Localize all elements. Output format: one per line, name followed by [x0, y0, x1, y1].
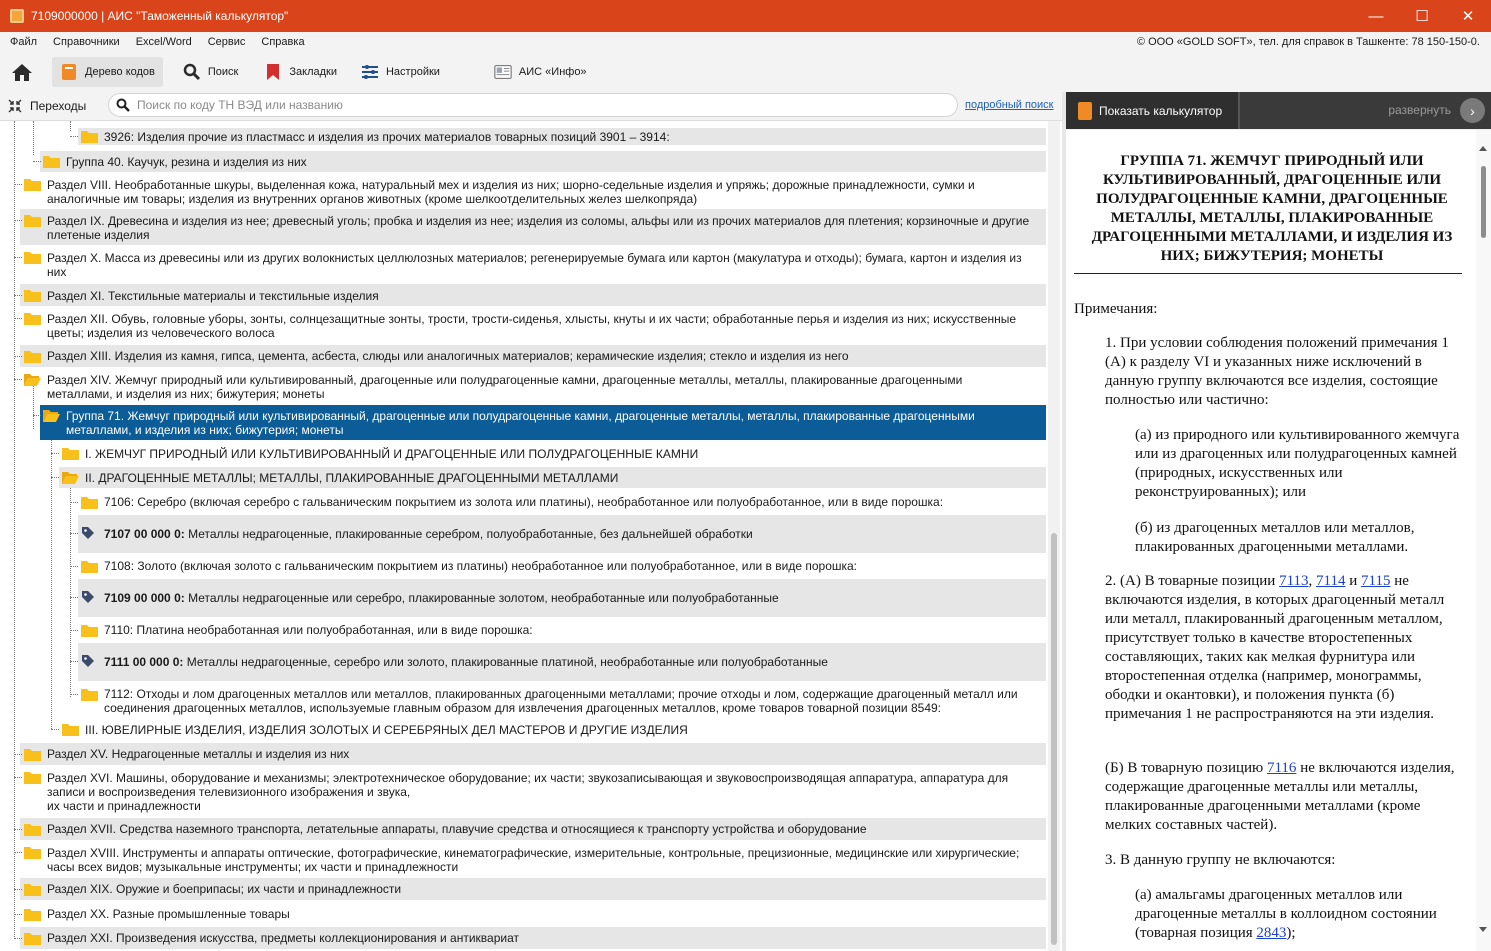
tree-item-label	[104, 655, 828, 669]
note-3: 3. В данную группу не включаются:	[1105, 852, 1336, 868]
tree-item-section-xiii[interactable]	[0, 345, 1046, 367]
note-1: 1. При условии соблюдения положений примечания 1 (А) к разделу VI и указанных ниже исключений в данную группу включаются все изделия, состоящие полностью или частично:	[1105, 335, 1449, 408]
tree-item-section-xvi[interactable]	[0, 768, 1046, 814]
tree-item-label: Раздел VIII. Необработанные шкуры, выделенная кожа, натуральный мех и изделия из них; шорно-седельные изделия и упряжь; дорожные принадлежности, сумки и	[47, 178, 975, 192]
tree-item-desc: Металлы недрагоценные или серебро, плакированные золотом, необработанные или полуобработанные	[184, 591, 779, 605]
tree-item-section-xiv[interactable]	[0, 370, 1046, 402]
note-2b-tail: не включаются изделия, содержащие драгоценные металлы или металлы, плакированные драгоценными металлами (кроме мелких составных частей).	[1105, 760, 1455, 833]
scroll-up-icon[interactable]	[1479, 146, 1487, 151]
title-bar	[0, 0, 1491, 32]
newspaper-icon	[494, 63, 512, 81]
tree-item-section-x[interactable]	[0, 248, 1046, 278]
tree-item-label-3: их части и принадлежности	[47, 799, 201, 813]
tree-item-label: Раздел XIV. Жемчуг природный или культивированный, драгоценные или полудрагоценные камни, драгоценные металлы, металлы, плакированные драгоценными	[47, 373, 963, 387]
close-button[interactable]: ✕	[1461, 8, 1475, 25]
tree-item-section-xxi[interactable]	[0, 927, 1046, 949]
tree-item-label: 7112: Отходы и лом драгоценных металлов или металлов, плакированных драгоценными металлами; прочие отходы и лом, содержащие драгоценный металл или	[104, 687, 1018, 701]
tree-item-desc: Металлы недрагоценные, плакированные серебром, полуобработанные, без дальнейшей обработки	[184, 527, 753, 541]
note-2a-text: 2. (А) В товарные позиции	[1105, 573, 1280, 589]
tree-item-label-2: часы всех видов; музыкальные инструменты; их части и принадлежности	[47, 860, 459, 874]
menu-excel-word[interactable]: Excel/Word	[135, 36, 192, 48]
folder-icon	[24, 823, 41, 836]
tree-item-code: 7111 00 000 0:	[104, 655, 184, 669]
note-3a	[1135, 886, 1465, 943]
tree-item-label: Раздел XIX. Оружие и боеприпасы; их части и принадлежности	[47, 882, 402, 896]
folder-icon	[24, 771, 41, 784]
tag-icon	[81, 654, 95, 668]
tree-item-label: Группа 71. Жемчуг природный или культивированный, драгоценные или полудрагоценные камни, драгоценные металлы, металлы, плакированные драгоценными	[66, 409, 975, 423]
window-title: 7109000000 | АИС "Таможенный калькулятор"	[31, 9, 289, 23]
tag-icon	[81, 526, 95, 540]
tree-item-label: Раздел XIII. Изделия из камня, гипса, цемента, асбеста, слюды или аналогичных материалов; керамические изделия; стекло и изделия из него	[47, 349, 849, 363]
tree-item-label: Раздел XX. Разные промышленные товары	[47, 907, 290, 921]
tree-item-section-xvii[interactable]	[0, 818, 1046, 840]
link-7115[interactable]: 7115	[1361, 573, 1391, 589]
tree-item-label-2: аналогичные им товары; изделия из внутренних органов животных (кроме шелкоотделительных желез шелкопряда)	[47, 192, 698, 206]
tree-item-code: 7107 00 000 0:	[104, 527, 185, 541]
tree-item-label: 7106: Серебро (включая серебро с гальваническим покрытием из золота или платины), необработанное или полуобработанное, или в виде порошка:	[104, 495, 944, 509]
window-controls	[1353, 0, 1491, 32]
note-1b: (б) из драгоценных металлов или металлов, плакированных драгоценными металлами.	[1135, 520, 1415, 555]
show-calculator-button[interactable]	[1066, 92, 1240, 129]
folder-icon	[24, 932, 41, 945]
book-icon	[60, 63, 78, 81]
tab-code-tree-label: Дерево кодов	[85, 66, 155, 78]
note-3a-tail: );	[1286, 925, 1296, 941]
folder-icon	[81, 496, 98, 509]
tab-bookmarks[interactable]	[256, 57, 345, 87]
tab-bookmarks-label: Закладки	[289, 66, 337, 78]
calculator-icon	[1078, 102, 1092, 120]
code-tree	[0, 120, 1062, 951]
tree-scrollbar-thumb[interactable]	[1051, 533, 1057, 945]
document-heading: ГРУППА 71. ЖЕМЧУГ ПРИРОДНЫЙ ИЛИ КУЛЬТИВИРОВАННЫЙ, ДРАГОЦЕННЫЕ ИЛИ ПОЛУДРАГОЦЕННЫЕ КАМНИ, ДРАГОЦЕННЫЕ МЕТАЛЛЫ, МЕТАЛЛЫ, ПЛАКИРОВАННЫЕ ДРАГОЦЕННЫМИ МЕТАЛЛАМИ, И ИЗДЕЛИЯ ИЗ НИХ; БИЖУТЕРИЯ; МОНЕТЫ	[1091, 153, 1453, 264]
tree-item-label: Раздел XVI. Машины, оборудование и механизмы; электротехническое оборудование; их части; звукозаписывающая и звуковоспроизводящая аппаратура, аппаратура для	[47, 771, 1009, 785]
collapse-icon[interactable]	[0, 99, 30, 113]
transitions-button[interactable]: Переходы	[30, 99, 87, 113]
tree-item-label: Раздел XII. Обувь, головные уборы, зонты, солнцезащитные зонты, трости, трости-сиденья, хлысты, кнуты и их части; обработанные перья и изделия из них; искусственные	[47, 312, 1016, 326]
tree-item-label	[104, 527, 753, 541]
home-button[interactable]	[0, 52, 44, 92]
folder-icon	[24, 883, 41, 896]
note-2a-sep-2: и	[1345, 573, 1361, 589]
tree-item-7108[interactable]	[0, 556, 1046, 577]
tree-scrollbar[interactable]	[1048, 121, 1060, 951]
folder-icon	[24, 312, 41, 325]
tree-item-label	[104, 591, 779, 605]
tree-item-label: III. ЮВЕЛИРНЫЕ ИЗДЕЛИЯ, ИЗДЕЛИЯ ЗОЛОТЫХ И СЕРЕБРЯНЫХ ДЕЛ МАСТЕРОВ И ДРУГИЕ ИЗДЕЛИЯ	[85, 723, 688, 737]
tab-settings[interactable]	[353, 57, 448, 87]
folder-icon	[24, 350, 41, 363]
folder-open-icon	[24, 373, 41, 386]
folder-icon	[81, 624, 98, 637]
tree-item-7110[interactable]	[0, 620, 1046, 641]
tree-item-7109[interactable]	[0, 579, 1046, 617]
tree-item-section-xv[interactable]	[0, 743, 1046, 765]
tab-search-label: Поиск	[207, 66, 239, 78]
tree-item-section-xx[interactable]	[0, 903, 1046, 925]
tree-item-group-71-selected[interactable]	[0, 405, 1046, 440]
tree-item-label: 3926: Изделия прочие из пластмасс и изделия из прочих материалов товарных позиций 3901 – 3914:	[104, 130, 670, 144]
tree-item-label: I. ЖЕМЧУГ ПРИРОДНЫЙ ИЛИ КУЛЬТИВИРОВАННЫЙ И ДРАГОЦЕННЫЕ ИЛИ ПОЛУДРАГОЦЕННЫЕ КАМНИ	[85, 447, 699, 461]
home-icon	[11, 62, 33, 82]
folder-icon	[62, 447, 79, 460]
tree-item-section-xix[interactable]	[0, 878, 1046, 900]
heading-divider	[1074, 273, 1462, 274]
document-scrollbar-thumb[interactable]	[1481, 166, 1486, 238]
copyright-text: © ООО «GOLD SOFT», тел. для справок в Ташкенте: 78 150-150-0.	[1136, 36, 1480, 48]
tree-item-label-2: плетеные изделия	[47, 228, 150, 242]
link-7116[interactable]: 7116	[1266, 760, 1297, 776]
tab-code-tree[interactable]	[52, 57, 163, 87]
tree-item-section-xviii[interactable]	[0, 843, 1046, 875]
tree-item-section-xi[interactable]	[0, 284, 1046, 306]
right-panel-header	[1066, 92, 1491, 129]
tree-item-group-40[interactable]	[0, 151, 1046, 172]
tree-item-subgroup-i[interactable]	[0, 443, 1046, 464]
tree-item-7111[interactable]	[0, 643, 1046, 681]
navigation-row	[0, 92, 1062, 120]
note-3a-text: (а) амальгамы драгоценных металлов или драгоценные металлы в коллоидном состоянии (товарная позиция	[1135, 887, 1437, 941]
folder-icon	[62, 723, 79, 736]
tab-ais-info[interactable]	[486, 57, 595, 87]
tree-item-label-2: соединения драгоценных металлов, используемые главным образом для извлечения драгоценных металлов, кроме товаров товарной позиции 8549:	[104, 701, 941, 715]
folder-icon	[81, 688, 98, 701]
tree-item-7112[interactable]	[0, 684, 1046, 716]
folder-icon	[24, 214, 41, 227]
tab-ais-info-label: АИС «Инфо»	[518, 66, 587, 78]
chevron-right-icon[interactable]: ›	[1460, 98, 1485, 123]
search-icon	[183, 63, 201, 81]
tree-item-desc: Металлы недрагоценные, серебро или золото, плакированные платиной, необработанные или полуобработанные	[183, 655, 828, 669]
tree-item-7106[interactable]	[0, 492, 1046, 513]
menu-help[interactable]: Справка	[261, 36, 305, 48]
link-7114[interactable]: 7114	[1316, 573, 1346, 589]
tree-item-3926[interactable]	[0, 128, 1046, 145]
folder-open-icon	[62, 471, 79, 484]
tree-item-label-2: них	[47, 265, 67, 279]
group-description	[1066, 130, 1476, 951]
note-2b-text: (Б) В товарную позицию	[1105, 760, 1267, 776]
expand-label[interactable]: развернуть	[1388, 103, 1451, 117]
notes-label: Примечания:	[1074, 301, 1158, 317]
search-box	[108, 93, 958, 117]
menu-service[interactable]: Сервис	[207, 36, 246, 48]
folder-icon	[81, 130, 98, 143]
folder-icon	[24, 846, 41, 859]
note-2a	[1105, 572, 1465, 724]
tree-item-label: Раздел XXI. Произведения искусства, предметы коллекционирования и антиквариат	[47, 931, 519, 945]
folder-open-icon	[43, 409, 60, 422]
menu-directories[interactable]: Справочники	[53, 36, 120, 48]
tab-search[interactable]	[175, 57, 246, 87]
tree-item-7107[interactable]	[0, 515, 1046, 553]
scroll-down-icon[interactable]	[1479, 927, 1487, 932]
tree-item-label: II. ДРАГОЦЕННЫЕ МЕТАЛЛЫ; МЕТАЛЛЫ, ПЛАКИРОВАННЫЕ ДРАГОЦЕННЫМИ МЕТАЛЛАМИ	[85, 471, 619, 485]
bookmark-icon	[264, 63, 282, 81]
tree-item-label: Группа 40. Каучук, резина и изделия из них	[66, 155, 307, 169]
tree-item-label-2: металлами, и изделия из них; бижутерия; монеты	[47, 387, 325, 401]
tree-item-section-viii[interactable]	[0, 176, 1046, 206]
tree-item-label-2: цветы; изделия из человеческого волоса	[47, 326, 275, 340]
advanced-search-link[interactable]: подробный поиск	[965, 99, 1054, 111]
tag-icon	[81, 590, 95, 604]
tree-item-label: 7110: Платина необработанная или полуобработанная, или в виде порошка:	[104, 623, 533, 637]
tree-item-label: Раздел XV. Недрагоценные металлы и изделия из них	[47, 747, 350, 761]
toolbar	[0, 52, 1491, 92]
tree-item-label: Раздел X. Масса из древесины или из других волокнистых целлюлозных материалов; регенерируемые бумага или картон (макулатура и отходы); бумага, картон и изделия из	[47, 251, 1022, 265]
tree-item-section-xii[interactable]	[0, 309, 1046, 341]
link-7113[interactable]: 7113	[1279, 573, 1309, 589]
tree-item-code: 7109 00 000 0:	[104, 591, 185, 605]
note-2a-tail: не включаются изделия, в которых драгоценный металл или металл, плакированный драгоценным металлом, присутствует только в качестве второстепенных составляющих, таких как мелкая фурнитура или второстепенная отделка (например, монограммы, ободки и окантовки), и положения пункта (б) примечания 1 не распространяются на эти изделия.	[1105, 573, 1445, 722]
tree-item-label: Раздел XI. Текстильные материалы и текстильные изделия	[47, 289, 379, 303]
folder-icon	[24, 178, 41, 191]
tree-item-section-ix[interactable]	[0, 209, 1046, 245]
folder-icon	[24, 908, 41, 921]
menu-file[interactable]: Файл	[10, 36, 38, 48]
show-calculator-label: Показать калькулятор	[1099, 103, 1223, 118]
tree-item-label-2: записи и воспроизведения телевизионного изображения и звука,	[47, 785, 411, 799]
app-icon	[10, 9, 24, 23]
maximize-button[interactable]: ☐	[1415, 8, 1429, 25]
note-2a-sep: ,	[1308, 573, 1317, 589]
minimize-button[interactable]: —	[1368, 7, 1384, 25]
tree-item-label: Раздел XVIII. Инструменты и аппараты оптические, фотографические, кинематографические, измерительные, контрольные, прецизионные, медицинские или хирургические;	[47, 846, 1020, 860]
tree-item-label: Раздел IX. Древесина и изделия из нее; древесный уголь; пробка и изделия из нее; изделия из соломы, альфы или из прочих материалов для плетения; корзиночные и другие	[47, 214, 1030, 228]
note-2b	[1105, 759, 1465, 835]
tree-item-label-2: металлами, и изделия из них; бижутерия; монеты	[66, 423, 344, 437]
folder-icon	[43, 155, 60, 168]
tree-item-subgroup-iii[interactable]	[0, 719, 1046, 740]
folder-icon	[24, 748, 41, 761]
menu-bar	[0, 32, 1491, 52]
folder-icon	[24, 251, 41, 264]
link-2843[interactable]: 2843	[1256, 925, 1287, 941]
tree-item-subgroup-ii[interactable]	[0, 467, 1046, 488]
folder-icon	[81, 560, 98, 573]
document-scrollbar[interactable]	[1476, 130, 1491, 951]
sliders-icon	[361, 63, 379, 81]
note-1a: (а) из природного или культивированного жемчуга или из драгоценных или полудрагоценных камней (природных, искусственных или реконструированных); или	[1135, 427, 1460, 500]
search-icon	[109, 98, 137, 112]
search-input[interactable]	[137, 98, 917, 112]
tab-settings-label: Настройки	[385, 66, 440, 78]
tree-item-label: Раздел XVII. Средства наземного транспорта, летательные аппараты, плавучие средства и относящиеся к транспорту устройства и оборудование	[47, 822, 867, 836]
folder-icon	[24, 289, 41, 302]
tree-item-label: 7108: Золото (включая золото с гальваническим покрытием из платины) необработанное или полуобработанное, или в виде порошка:	[104, 559, 858, 573]
